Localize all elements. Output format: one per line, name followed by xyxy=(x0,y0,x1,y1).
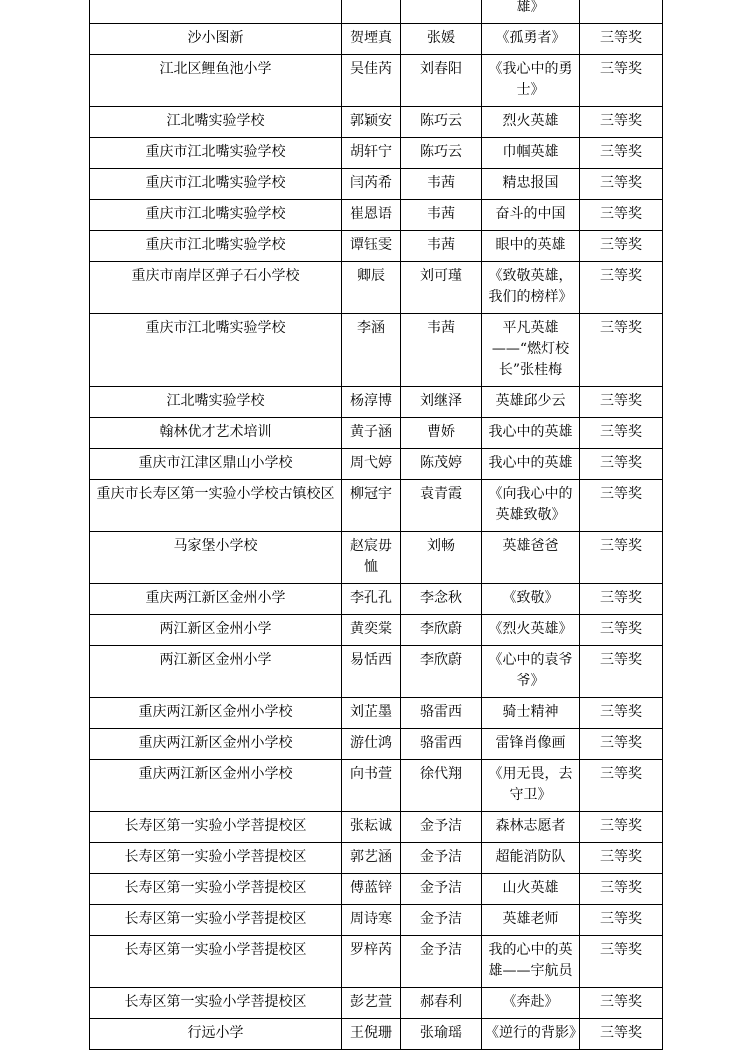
artwork-title-cell: 雄》 xyxy=(482,0,580,24)
school-name-cell: 翰林优才艺术培训 xyxy=(90,418,342,449)
table-row xyxy=(90,760,663,812)
student-name-cell: 卿辰 xyxy=(342,262,401,314)
award-level-cell: 三等奖 xyxy=(580,760,663,812)
artwork-title-cell: 眼中的英雄 xyxy=(482,231,580,262)
award-level-cell: 三等奖 xyxy=(580,262,663,314)
teacher-name-cell: 陈茂婷 xyxy=(401,449,482,480)
artwork-title-cell: 我的心中的英雄——宇航员 xyxy=(482,936,580,988)
table-row xyxy=(90,480,663,532)
award-level-cell: 三等奖 xyxy=(580,812,663,843)
table-row xyxy=(90,262,663,314)
teacher-name-cell: 金予洁 xyxy=(401,905,482,936)
teacher-name-cell: 李念秋 xyxy=(401,584,482,615)
artwork-title-cell: 《心中的袁爷爷》 xyxy=(482,646,580,698)
table-row xyxy=(90,55,663,107)
school-name-cell: 重庆市江北嘴实验学校 xyxy=(90,200,342,231)
table-row xyxy=(90,936,663,988)
teacher-name-cell: 刘可瑾 xyxy=(401,262,482,314)
teacher-name-cell xyxy=(401,0,482,24)
student-name-cell: 张耘诚 xyxy=(342,812,401,843)
table-row xyxy=(90,729,663,760)
teacher-name-cell: 金予洁 xyxy=(401,936,482,988)
award-level-cell: 三等奖 xyxy=(580,55,663,107)
school-name-cell: 长寿区第一实验小学菩提校区 xyxy=(90,988,342,1019)
student-name-cell: 易恬西 xyxy=(342,646,401,698)
table-row xyxy=(90,988,663,1019)
teacher-name-cell: 郝春利 xyxy=(401,988,482,1019)
student-name-cell: 柳冠宇 xyxy=(342,480,401,532)
teacher-name-cell: 骆雷西 xyxy=(401,729,482,760)
award-level-cell: 三等奖 xyxy=(580,874,663,905)
teacher-name-cell: 袁青霞 xyxy=(401,480,482,532)
award-level-cell: 三等奖 xyxy=(580,449,663,480)
school-name-cell: 行远小学 xyxy=(90,1019,342,1050)
school-name-cell: 重庆两江新区金州小学校 xyxy=(90,698,342,729)
teacher-name-cell: 陈巧云 xyxy=(401,107,482,138)
awards-table-body xyxy=(90,0,663,1050)
teacher-name-cell: 韦茜 xyxy=(401,200,482,231)
student-name-cell: 黄奕棠 xyxy=(342,615,401,646)
award-level-cell: 三等奖 xyxy=(580,729,663,760)
school-name-cell: 江北区鲤鱼池小学 xyxy=(90,55,342,107)
school-name-cell xyxy=(90,0,342,24)
award-level-cell: 三等奖 xyxy=(580,314,663,387)
artwork-title-cell: 我心中的英雄 xyxy=(482,449,580,480)
table-row xyxy=(90,24,663,55)
student-name-cell: 罗梓芮 xyxy=(342,936,401,988)
artwork-title-cell: 《致敬英雄，我们的榜样》 xyxy=(482,262,580,314)
table-row xyxy=(90,107,663,138)
student-name-cell: 闫芮希 xyxy=(342,169,401,200)
teacher-name-cell: 刘春阳 xyxy=(401,55,482,107)
school-name-cell: 重庆市江北嘴实验学校 xyxy=(90,231,342,262)
artwork-title-cell: 烈火英雄 xyxy=(482,107,580,138)
award-level-cell: 三等奖 xyxy=(580,138,663,169)
school-name-cell: 两江新区金州小学 xyxy=(90,615,342,646)
award-level-cell: 三等奖 xyxy=(580,1019,663,1050)
artwork-title-cell: 英雄邱少云 xyxy=(482,387,580,418)
student-name-cell: 杨淳博 xyxy=(342,387,401,418)
teacher-name-cell: 金予洁 xyxy=(401,874,482,905)
artwork-title-cell: 英雄老师 xyxy=(482,905,580,936)
student-name-cell: 周诗寒 xyxy=(342,905,401,936)
award-level-cell: 三等奖 xyxy=(580,905,663,936)
teacher-name-cell: 韦茜 xyxy=(401,169,482,200)
teacher-name-cell: 张媛 xyxy=(401,24,482,55)
student-name-cell: 王倪珊 xyxy=(342,1019,401,1050)
award-level-cell: 三等奖 xyxy=(580,615,663,646)
table-row xyxy=(90,874,663,905)
teacher-name-cell: 张瑜瑶 xyxy=(401,1019,482,1050)
teacher-name-cell: 李欣蔚 xyxy=(401,615,482,646)
school-name-cell: 长寿区第一实验小学菩提校区 xyxy=(90,812,342,843)
awards-table xyxy=(89,0,663,1050)
student-name-cell: 李孔孔 xyxy=(342,584,401,615)
table-row xyxy=(90,231,663,262)
artwork-title-cell: 山火英雄 xyxy=(482,874,580,905)
artwork-title-cell: 骑士精神 xyxy=(482,698,580,729)
school-name-cell: 重庆市江北嘴实验学校 xyxy=(90,138,342,169)
school-name-cell: 重庆市南岸区弹子石小学校 xyxy=(90,262,342,314)
school-name-cell: 长寿区第一实验小学菩提校区 xyxy=(90,843,342,874)
student-name-cell: 胡轩宁 xyxy=(342,138,401,169)
student-name-cell: 李涵 xyxy=(342,314,401,387)
student-name-cell: 傅蓝锌 xyxy=(342,874,401,905)
student-name-cell: 郭颖安 xyxy=(342,107,401,138)
student-name-cell: 郭艺涵 xyxy=(342,843,401,874)
artwork-title-cell: 英雄爸爸 xyxy=(482,532,580,584)
award-level-cell: 三等奖 xyxy=(580,480,663,532)
award-level-cell: 三等奖 xyxy=(580,169,663,200)
student-name-cell xyxy=(342,0,401,24)
teacher-name-cell: 刘继泽 xyxy=(401,387,482,418)
artwork-title-cell: 平凡英雄——“燃灯校长”张桂梅 xyxy=(482,314,580,387)
student-name-cell: 谭钰雯 xyxy=(342,231,401,262)
student-name-cell: 黄子涵 xyxy=(342,418,401,449)
award-level-cell: 三等奖 xyxy=(580,387,663,418)
student-name-cell: 赵宸毋恤 xyxy=(342,532,401,584)
school-name-cell: 两江新区金州小学 xyxy=(90,646,342,698)
teacher-name-cell: 金予洁 xyxy=(401,843,482,874)
student-name-cell: 彭艺萱 xyxy=(342,988,401,1019)
student-name-cell: 贺堙真 xyxy=(342,24,401,55)
award-level-cell: 三等奖 xyxy=(580,418,663,449)
artwork-title-cell: 《烈火英雄》 xyxy=(482,615,580,646)
table-row xyxy=(90,615,663,646)
teacher-name-cell: 金予洁 xyxy=(401,812,482,843)
table-row xyxy=(90,449,663,480)
student-name-cell: 游仕鸿 xyxy=(342,729,401,760)
award-level-cell: 三等奖 xyxy=(580,698,663,729)
table-row xyxy=(90,200,663,231)
table-row xyxy=(90,138,663,169)
student-name-cell: 周弋婷 xyxy=(342,449,401,480)
teacher-name-cell: 刘畅 xyxy=(401,532,482,584)
table-row xyxy=(90,532,663,584)
teacher-name-cell: 韦茜 xyxy=(401,231,482,262)
table-row xyxy=(90,314,663,387)
award-level-cell: 三等奖 xyxy=(580,200,663,231)
artwork-title-cell: 我心中的英雄 xyxy=(482,418,580,449)
school-name-cell: 重庆两江新区金州小学校 xyxy=(90,760,342,812)
school-name-cell: 重庆市长寿区第一实验小学校古镇校区 xyxy=(90,480,342,532)
school-name-cell: 重庆两江新区金州小学校 xyxy=(90,729,342,760)
teacher-name-cell: 韦茜 xyxy=(401,314,482,387)
table-row xyxy=(90,418,663,449)
student-name-cell: 吴佳芮 xyxy=(342,55,401,107)
student-name-cell: 崔恩语 xyxy=(342,200,401,231)
school-name-cell: 重庆市江北嘴实验学校 xyxy=(90,169,342,200)
award-level-cell: 三等奖 xyxy=(580,646,663,698)
table-row xyxy=(90,646,663,698)
artwork-title-cell: 《向我心中的英雄致敬》 xyxy=(482,480,580,532)
teacher-name-cell: 曹娇 xyxy=(401,418,482,449)
school-name-cell: 江北嘴实验学校 xyxy=(90,387,342,418)
table-row xyxy=(90,698,663,729)
artwork-title-cell: 奋斗的中国 xyxy=(482,200,580,231)
teacher-name-cell: 李欣蔚 xyxy=(401,646,482,698)
artwork-title-cell: 森林志愿者 xyxy=(482,812,580,843)
school-name-cell: 马家堡小学校 xyxy=(90,532,342,584)
school-name-cell: 沙小图新 xyxy=(90,24,342,55)
table-row xyxy=(90,1019,663,1050)
artwork-title-cell: 《用无畏，去守卫》 xyxy=(482,760,580,812)
award-level-cell: 三等奖 xyxy=(580,231,663,262)
award-level-cell: 三等奖 xyxy=(580,843,663,874)
artwork-title-cell: 巾帼英雄 xyxy=(482,138,580,169)
artwork-title-cell: 《奔赴》 xyxy=(482,988,580,1019)
school-name-cell: 重庆市江北嘴实验学校 xyxy=(90,314,342,387)
award-level-cell: 三等奖 xyxy=(580,936,663,988)
student-name-cell: 向书萱 xyxy=(342,760,401,812)
table-row xyxy=(90,0,663,24)
table-row xyxy=(90,905,663,936)
school-name-cell: 长寿区第一实验小学菩提校区 xyxy=(90,874,342,905)
artwork-title-cell: 《致敬》 xyxy=(482,584,580,615)
school-name-cell: 长寿区第一实验小学菩提校区 xyxy=(90,936,342,988)
teacher-name-cell: 骆雷西 xyxy=(401,698,482,729)
table-row xyxy=(90,169,663,200)
school-name-cell: 重庆市江津区鼎山小学校 xyxy=(90,449,342,480)
artwork-title-cell: 精忠报国 xyxy=(482,169,580,200)
school-name-cell: 长寿区第一实验小学菩提校区 xyxy=(90,905,342,936)
award-level-cell: 三等奖 xyxy=(580,988,663,1019)
award-level-cell: 三等奖 xyxy=(580,107,663,138)
award-level-cell: 三等奖 xyxy=(580,584,663,615)
school-name-cell: 江北嘴实验学校 xyxy=(90,107,342,138)
school-name-cell: 重庆两江新区金州小学 xyxy=(90,584,342,615)
artwork-title-cell: 雷锋肖像画 xyxy=(482,729,580,760)
award-level-cell: 三等奖 xyxy=(580,24,663,55)
teacher-name-cell: 陈巧云 xyxy=(401,138,482,169)
artwork-title-cell: 《逆行的背影》 xyxy=(482,1019,580,1050)
student-name-cell: 刘芷墨 xyxy=(342,698,401,729)
award-level-cell xyxy=(580,0,663,24)
teacher-name-cell: 徐代翔 xyxy=(401,760,482,812)
table-row xyxy=(90,584,663,615)
table-row xyxy=(90,812,663,843)
artwork-title-cell: 《我心中的勇士》 xyxy=(482,55,580,107)
award-level-cell: 三等奖 xyxy=(580,532,663,584)
table-row xyxy=(90,387,663,418)
table-row xyxy=(90,843,663,874)
artwork-title-cell: 《孤勇者》 xyxy=(482,24,580,55)
artwork-title-cell: 超能消防队 xyxy=(482,843,580,874)
